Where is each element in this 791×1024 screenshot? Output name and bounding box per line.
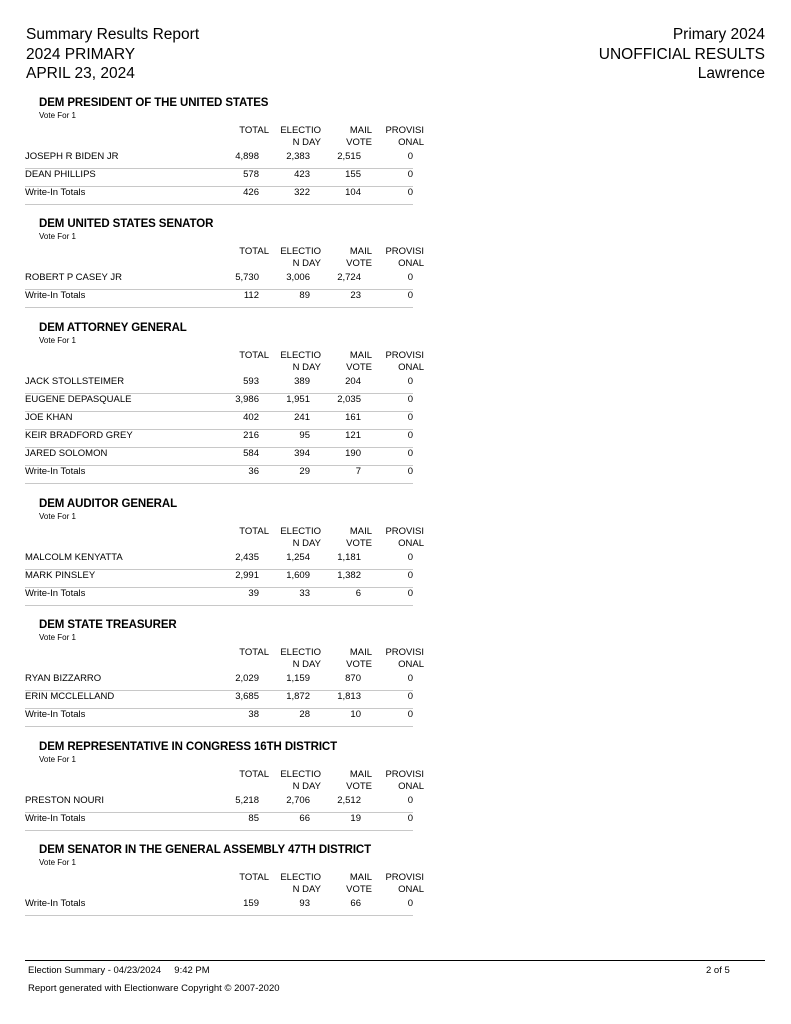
footer-time: 9:42 PM — [174, 965, 210, 976]
column-header-mail-vote: MAIL VOTE — [346, 647, 372, 670]
column-header-provisional: PROVISI ONAL — [385, 526, 424, 549]
election-name: 2024 PRIMARY — [26, 45, 136, 63]
page-number: 2 of 5 — [706, 965, 730, 976]
provisional-votes: 0 — [407, 412, 413, 423]
total-votes: 216 — [243, 430, 259, 441]
column-header-mail-vote: MAIL VOTE — [346, 526, 372, 549]
column-header-election-day: ELECTIO N DAY — [280, 350, 321, 373]
mail-votes: 6 — [355, 588, 361, 599]
candidate-name: JACK STOLLSTEIMER — [25, 376, 125, 387]
candidate-name: ERIN MCCLELLAND — [25, 691, 115, 702]
election-day-votes: 423 — [294, 169, 310, 180]
result-row — [25, 169, 413, 187]
election-day-votes: 29 — [299, 466, 310, 477]
result-row — [25, 448, 413, 466]
contest-title: DEM PRESIDENT OF THE UNITED STATES — [39, 97, 269, 109]
election-day-votes: 389 — [294, 376, 310, 387]
footer-summary-text: Election Summary - 04/23/2024 — [28, 965, 162, 976]
result-row — [25, 898, 413, 916]
column-header-election-day: ELECTIO N DAY — [280, 246, 321, 269]
mail-votes: 1,813 — [337, 691, 361, 702]
total-votes: 593 — [243, 376, 259, 387]
election-day-votes: 1,872 — [286, 691, 310, 702]
mail-votes: 155 — [345, 169, 361, 180]
mail-votes: 19 — [350, 813, 361, 824]
result-row — [25, 588, 413, 606]
candidate-name: PRESTON NOURI — [25, 795, 105, 806]
result-row — [25, 394, 413, 412]
mail-votes: 121 — [345, 430, 361, 441]
result-row — [25, 709, 413, 727]
total-votes: 4,898 — [235, 151, 259, 162]
county-name: Lawrence — [697, 65, 765, 82]
total-votes: 36 — [248, 466, 259, 477]
election-day-votes: 322 — [294, 187, 310, 198]
election-day-votes: 3,006 — [286, 272, 310, 283]
mail-votes: 2,515 — [337, 151, 361, 162]
candidate-name: Write-In Totals — [25, 709, 86, 720]
candidate-name: Write-In Totals — [25, 290, 86, 301]
provisional-votes: 0 — [407, 691, 413, 702]
candidate-name: JOE KHAN — [25, 412, 73, 423]
column-header-provisional: PROVISI ONAL — [385, 125, 424, 148]
vote-for-label: Vote For 1 — [39, 633, 76, 642]
provisional-votes: 0 — [407, 376, 413, 387]
election-day-votes: 1,159 — [286, 673, 310, 684]
candidate-name: EUGENE DEPASQUALE — [25, 394, 132, 405]
total-votes: 159 — [243, 898, 259, 909]
total-votes: 5,730 — [235, 272, 259, 283]
contest-title: DEM ATTORNEY GENERAL — [39, 322, 187, 334]
result-row — [25, 795, 413, 813]
provisional-votes: 0 — [407, 898, 413, 909]
provisional-votes: 0 — [407, 466, 413, 477]
column-header-mail-vote: MAIL VOTE — [346, 125, 372, 148]
result-row — [25, 552, 413, 570]
candidate-name: KEIR BRADFORD GREY — [25, 430, 133, 441]
candidate-name: ROBERT P CASEY JR — [25, 272, 122, 283]
provisional-votes: 0 — [407, 673, 413, 684]
column-header-provisional: PROVISI ONAL — [385, 246, 424, 269]
election-day-votes: 1,609 — [286, 570, 310, 581]
mail-votes: 66 — [350, 898, 361, 909]
result-row — [25, 412, 413, 430]
election-day-votes: 33 — [299, 588, 310, 599]
result-row — [25, 466, 413, 484]
contest-title: DEM REPRESENTATIVE IN CONGRESS 16TH DISTRICT — [39, 741, 338, 753]
candidate-name: DEAN PHILLIPS — [25, 169, 96, 180]
mail-votes: 1,382 — [337, 570, 361, 581]
vote-for-label: Vote For 1 — [39, 111, 76, 120]
mail-votes: 7 — [355, 466, 361, 477]
mail-votes: 870 — [345, 673, 361, 684]
total-votes: 38 — [248, 709, 259, 720]
report-header-right — [599, 25, 765, 84]
provisional-votes: 0 — [407, 588, 413, 599]
result-row — [25, 570, 413, 588]
footer-divider — [25, 960, 765, 961]
provisional-votes: 0 — [407, 272, 413, 283]
column-header-provisional: PROVISI ONAL — [385, 350, 424, 373]
candidate-name: MARK PINSLEY — [25, 570, 96, 581]
provisional-votes: 0 — [407, 795, 413, 806]
mail-votes: 2,035 — [337, 394, 361, 405]
candidate-name: Write-In Totals — [25, 813, 86, 824]
column-header-provisional: PROVISI ONAL — [385, 769, 424, 792]
provisional-votes: 0 — [407, 813, 413, 824]
total-votes: 3,685 — [235, 691, 259, 702]
candidate-name: JARED SOLOMON — [25, 448, 108, 459]
mail-votes: 104 — [345, 187, 361, 198]
election-day-votes: 2,383 — [286, 151, 310, 162]
election-label: Primary 2024 — [672, 26, 765, 43]
election-day-votes: 95 — [299, 430, 310, 441]
column-header-total: TOTAL — [239, 125, 269, 136]
total-votes: 85 — [248, 813, 259, 824]
vote-for-label: Vote For 1 — [39, 858, 76, 867]
contest-title: DEM AUDITOR GENERAL — [39, 498, 178, 510]
candidate-name: Write-In Totals — [25, 187, 86, 198]
column-header-total: TOTAL — [239, 769, 269, 780]
total-votes: 578 — [243, 169, 259, 180]
election-day-votes: 1,951 — [286, 394, 310, 405]
candidate-name: Write-In Totals — [25, 588, 86, 599]
column-header-provisional: PROVISI ONAL — [385, 872, 424, 895]
candidate-name: Write-In Totals — [25, 898, 86, 909]
vote-for-label: Vote For 1 — [39, 232, 76, 241]
column-header-total: TOTAL — [239, 350, 269, 361]
report-header-left — [26, 25, 199, 84]
result-row — [25, 272, 413, 290]
mail-votes: 2,512 — [337, 795, 361, 806]
candidate-name: RYAN BIZZARRO — [25, 673, 102, 684]
result-row — [25, 813, 413, 831]
election-day-votes: 28 — [299, 709, 310, 720]
provisional-votes: 0 — [407, 187, 413, 198]
mail-votes: 1,181 — [337, 552, 361, 563]
total-votes: 402 — [243, 412, 259, 423]
result-row — [25, 376, 413, 394]
contest-title: DEM UNITED STATES SENATOR — [39, 218, 214, 230]
provisional-votes: 0 — [407, 448, 413, 459]
provisional-votes: 0 — [407, 430, 413, 441]
vote-for-label: Vote For 1 — [39, 755, 76, 764]
total-votes: 2,991 — [235, 570, 259, 581]
candidate-name: MALCOLM KENYATTA — [25, 552, 123, 563]
election-day-votes: 1,254 — [286, 552, 310, 563]
report-title: Summary Results Report — [26, 26, 200, 43]
result-row — [25, 290, 413, 308]
result-row — [25, 673, 413, 691]
column-header-total: TOTAL — [239, 526, 269, 537]
total-votes: 426 — [243, 187, 259, 198]
results-status: UNOFFICIAL RESULTS — [598, 45, 765, 63]
result-row — [25, 430, 413, 448]
provisional-votes: 0 — [407, 169, 413, 180]
provisional-votes: 0 — [407, 394, 413, 405]
footer-summary — [28, 965, 210, 976]
provisional-votes: 0 — [407, 151, 413, 162]
total-votes: 584 — [243, 448, 259, 459]
mail-votes: 10 — [350, 709, 361, 720]
election-day-votes: 241 — [294, 412, 310, 423]
column-header-mail-vote: MAIL VOTE — [346, 350, 372, 373]
election-day-votes: 89 — [299, 290, 310, 301]
provisional-votes: 0 — [407, 552, 413, 563]
column-header-total: TOTAL — [239, 872, 269, 883]
contest-title: DEM STATE TREASURER — [39, 619, 177, 631]
footer-generated: Report generated with Electionware Copyright © 2007-2020 — [28, 983, 280, 994]
vote-for-label: Vote For 1 — [39, 512, 76, 521]
election-date: APRIL 23, 2024 — [26, 65, 135, 82]
total-votes: 2,435 — [235, 552, 259, 563]
election-day-votes: 93 — [299, 898, 310, 909]
election-day-votes: 66 — [299, 813, 310, 824]
column-header-total: TOTAL — [239, 246, 269, 257]
total-votes: 112 — [243, 290, 259, 301]
mail-votes: 161 — [345, 412, 361, 423]
vote-for-label: Vote For 1 — [39, 336, 76, 345]
result-row — [25, 187, 413, 205]
column-header-mail-vote: MAIL VOTE — [346, 246, 372, 269]
column-header-mail-vote: MAIL VOTE — [346, 769, 372, 792]
total-votes: 2,029 — [235, 673, 259, 684]
column-header-election-day: ELECTIO N DAY — [280, 647, 321, 670]
result-row — [25, 691, 413, 709]
provisional-votes: 0 — [407, 570, 413, 581]
candidate-name: JOSEPH R BIDEN JR — [25, 151, 119, 162]
column-header-mail-vote: MAIL VOTE — [346, 872, 372, 895]
mail-votes: 204 — [345, 376, 361, 387]
total-votes: 3,986 — [235, 394, 259, 405]
column-header-election-day: ELECTIO N DAY — [280, 769, 321, 792]
mail-votes: 23 — [350, 290, 361, 301]
result-row — [25, 151, 413, 169]
column-header-election-day: ELECTIO N DAY — [280, 125, 321, 148]
election-day-votes: 2,706 — [286, 795, 310, 806]
election-day-votes: 394 — [294, 448, 310, 459]
column-header-election-day: ELECTIO N DAY — [280, 526, 321, 549]
column-header-provisional: PROVISI ONAL — [385, 647, 424, 670]
column-header-election-day: ELECTIO N DAY — [280, 872, 321, 895]
total-votes: 39 — [248, 588, 259, 599]
mail-votes: 2,724 — [337, 272, 361, 283]
column-header-total: TOTAL — [239, 647, 269, 658]
provisional-votes: 0 — [407, 290, 413, 301]
provisional-votes: 0 — [407, 709, 413, 720]
total-votes: 5,218 — [235, 795, 259, 806]
candidate-name: Write-In Totals — [25, 466, 86, 477]
mail-votes: 190 — [345, 448, 361, 459]
contest-title: DEM SENATOR IN THE GENERAL ASSEMBLY 47TH DISTRICT — [39, 844, 372, 856]
